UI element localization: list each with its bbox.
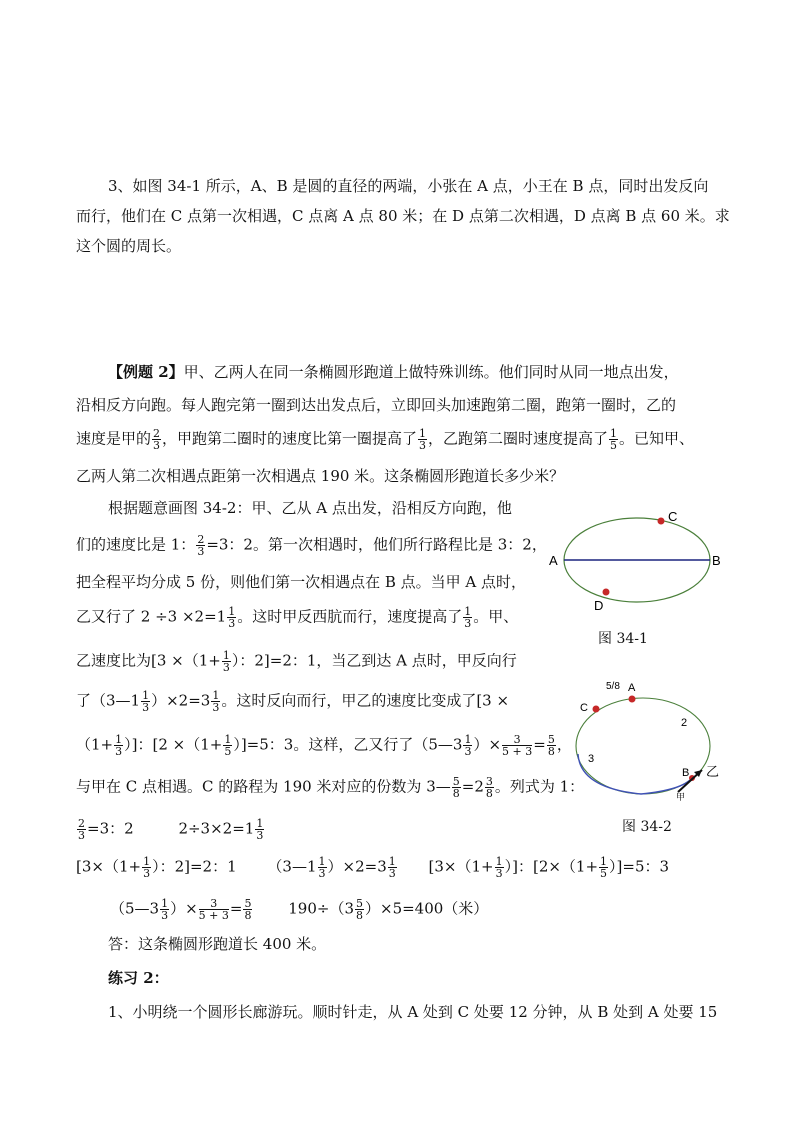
example-line-3: 速度是甲的 $\frac{2}{3}$ ，甲跑第二圈时的速度比第一圈提高了 $\frac{1}{3}$ ，乙跑第二圈时速度提高了 $\frac{1}{5}$ 。已知甲、: [76, 427, 695, 452]
example-line-2: 沿相反方向跑。每人跑完第一圈到达出发点后，立即回头加速跑第二圈，跑第一圈时，乙的: [76, 396, 677, 414]
solution-line-6: 了（3—1 $\frac{1}{3}$ ）×2=3 $\frac{1}{3}$ 。这时反向而行，甲乙的速度比变成了[3 ×: [76, 689, 510, 714]
label-d: D: [594, 598, 604, 613]
solution-line-4: 乙又行了 2 ÷3 ×2=1 $\frac{1}{3}$ 。这时甲反西肮而行，速度提高了 $\frac{1}{3}$ 。甲、: [76, 605, 519, 630]
solution-line-9: $\frac{2}{3}$ =3：2 2÷3×2=1 $\frac{1}{3}$: [78, 817, 264, 842]
example-tag: 【例题 2】: [108, 363, 184, 381]
label-a: A: [549, 553, 558, 568]
label-b: B: [712, 553, 721, 568]
point-c: [593, 706, 600, 713]
figure-34-2: [566, 676, 732, 802]
q3-line-3: 这个圆的周长。: [76, 237, 182, 255]
figure-34-2-caption: 图 34-2: [622, 819, 672, 835]
label-b: B: [682, 767, 690, 779]
example-line-4: 乙两人第二次相遇点距第一次相遇点 190 米。这条椭圆形跑道长多少米？: [76, 467, 565, 485]
figure-34-1: [544, 508, 734, 620]
q3-line-1: 3、如图 34-1 所示，A、B 是圆的直径的两端，小张在 A 点，小王在 B 点，同时出发反向: [108, 177, 709, 195]
q3-line-2: 而行，他们在 C 点第一次相遇，C 点离 A 点 80 米；在 D 点第二次相遇，D 点离 B 点 60 米。求: [76, 207, 730, 225]
label-c: C: [668, 509, 678, 524]
label-3: 3: [588, 753, 595, 765]
solution-line-7: （1+ $\frac{1}{3}$ ）]：[2 ×（1+ $\frac{1}{5}$ ）]=5：3。这样，乙又行了（5—3 $\frac{1}{3}$ ）× $\frac{3}{5 + 3}$ = $\frac{5}{8}$ ，: [76, 733, 572, 758]
practice-title: 练习 2：: [108, 969, 169, 987]
answer-line: 答：这条椭圆形跑道长 400 米。: [108, 935, 327, 953]
label-a: A: [628, 682, 636, 694]
label-2: 2: [681, 717, 688, 729]
example-line-1: 【例题 2】甲、乙两人在同一条椭圆形跑道上做特殊训练。他们同时从同一地点出发，: [108, 363, 679, 381]
solution-line-1: 根据题意画图 34-2：甲、乙从 A 点出发，沿相反方向跑，他: [108, 499, 512, 517]
ellipse-track-lower: [578, 754, 692, 794]
solution-line-5: 乙速度比为[3 ×（1+ $\frac{1}{3}$ ）：2]=2：1，当乙到达 A 点时，甲反向行: [76, 649, 517, 674]
solution-line-2: 们的速度比是 1： $\frac{2}{3}$ =3：2。第一次相遇时，他们所行路程比是 3：2，: [76, 533, 547, 558]
point-c: [658, 518, 665, 525]
point-a: [629, 696, 636, 703]
point-d: [603, 589, 610, 596]
label-c: C: [580, 702, 588, 714]
practice-line-1: 1、小明绕一个圆形长廊游玩。顺时针走，从 A 处到 C 处要 12 分钟，从 B 处到 A 处要 15: [108, 1003, 718, 1021]
solution-line-11: （5—3 $\frac{1}{3}$ ）× $\frac{3}{5 + 3}$ = $\frac{5}{8}$ 190÷（3 $\frac{5}{8}$ ）×5=400（米）: [110, 897, 489, 922]
solution-line-10: [3×（1+ $\frac{1}{3}$ ）：2]=2：1 （3—1 $\frac{1}{3}$ ）×2=3 $\frac{1}{3}$ [3×（1+ $\frac{1}{3}$ ）]：[2×（1+ $\frac{1}{5}$ ）]=5：3: [76, 855, 670, 880]
label-yi: 乙: [706, 765, 720, 780]
label-jia: 甲: [676, 793, 686, 802]
label-5-8: 5/8: [606, 681, 620, 692]
figure-34-1-caption: 图 34-1: [598, 631, 648, 647]
solution-line-8: 与甲在 C 点相遇。C 的路程为 190 米对应的份数为 3— $\frac{5}{8}$ =2 $\frac{3}{8}$ 。列式为 1：: [76, 775, 585, 800]
solution-line-3: 把全程平均分成 5 份，则他们第一次相遇点在 B 点。当甲 A 点时，: [76, 573, 527, 591]
